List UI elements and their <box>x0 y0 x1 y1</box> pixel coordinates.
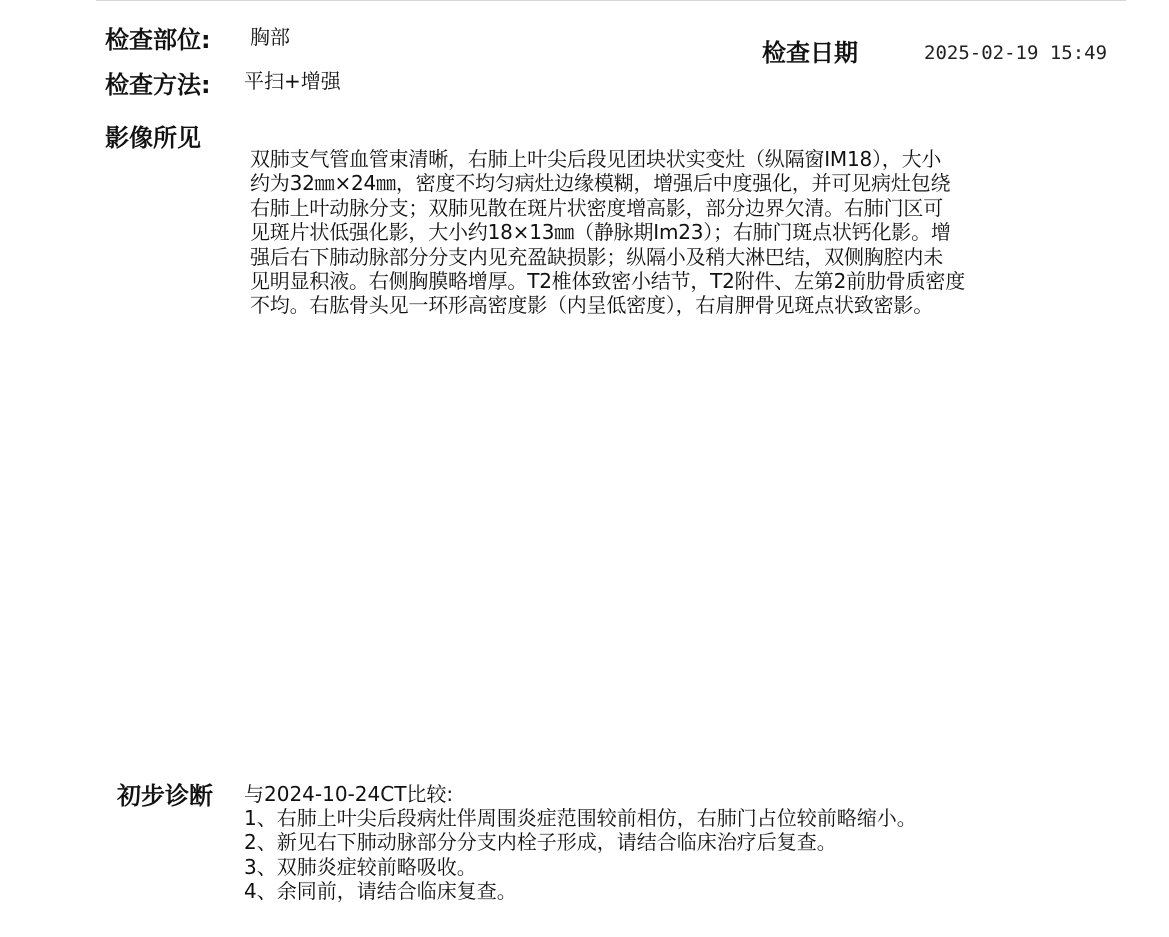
diagnosis-text <box>244 782 917 903</box>
diagnosis-line: 2、新见右下肺动脉部分分支内栓子形成，请结合临床治疗后复查。 <box>244 830 837 855</box>
findings-text <box>250 147 1110 318</box>
exam-site-label: 检查部位: <box>105 26 211 54</box>
findings-line: 不均。右肱骨头见一环形高密度影（内呈低密度），右肩胛骨见斑点状致密影。 <box>250 293 933 318</box>
top-divider <box>96 0 1126 1</box>
exam-date-value: 2025-02-19 15:49 <box>924 42 1108 64</box>
diagnosis-line: 4、余同前，请结合临床复查。 <box>244 878 517 903</box>
findings-line: 约为32㎜×24㎜，密度不均匀病灶边缘模糊，增强后中度强化，并可见病灶包绕 <box>250 171 951 196</box>
findings-label: 影像所见 <box>105 124 201 152</box>
exam-date-label: 检查日期 <box>762 39 858 67</box>
findings-line: 强后右下肺动脉部分分支内见充盈缺损影；纵隔小及稍大淋巴结，双侧胸腔内未 <box>250 244 943 269</box>
diagnosis-line: 3、双肺炎症较前略吸收。 <box>244 854 477 879</box>
exam-site-value: 胸部 <box>250 25 290 49</box>
diagnosis-line: 与2024-10-24CT比较: <box>244 782 454 806</box>
diagnosis-label: 初步诊断 <box>117 782 213 810</box>
findings-line: 见明显积液。右侧胸膜略增厚。T2椎体致密小结节，T2附件、左第2前肋骨质密度 <box>250 268 966 293</box>
findings-line: 右肺上叶动脉分支；双肺见散在斑片状密度增高影，部分边界欠清。右肺门区可 <box>250 195 943 220</box>
exam-method-label: 检查方法: <box>105 71 211 99</box>
findings-line: 双肺支气管血管束清晰，右肺上叶尖后段见团块状实变灶（纵隔窗IM18），大小 <box>250 147 942 171</box>
exam-method-value: 平扫+增强 <box>244 69 341 93</box>
findings-line: 见斑片状低强化影，大小约18×13㎜（静脉期Im23）；右肺门斑点状钙化影。增 <box>250 220 951 245</box>
diagnosis-line: 1、右肺上叶尖后段病灶伴周围炎症范围较前相仿，右肺门占位较前略缩小。 <box>244 806 917 831</box>
